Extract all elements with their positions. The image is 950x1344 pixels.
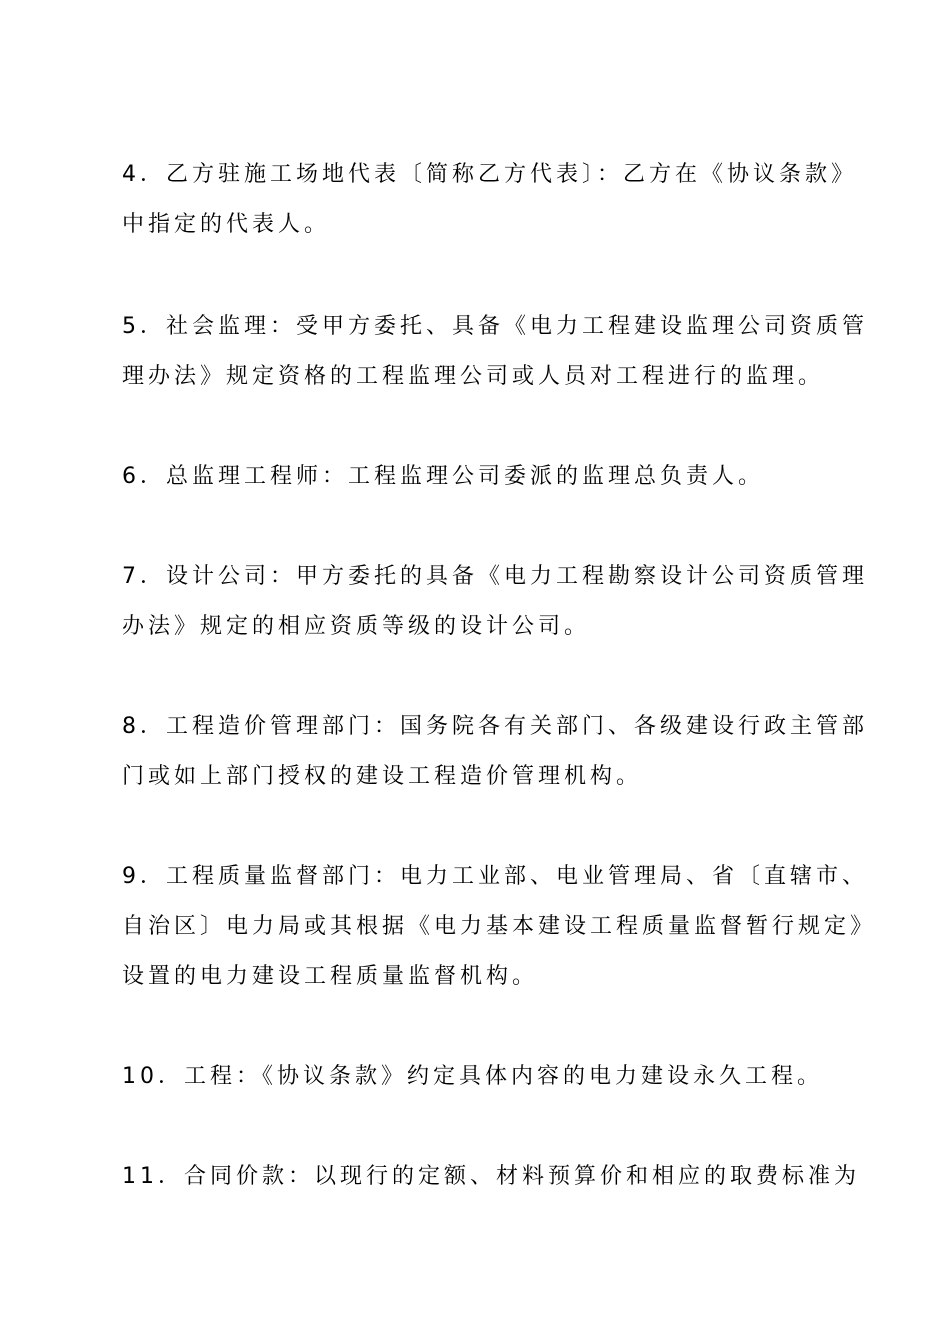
paragraph-item-5 xyxy=(122,302,868,402)
text-line: 自治区〕电力局或其根据《电力基本建设工程质量监督暂行规定》 xyxy=(122,914,877,939)
text-line: 理办法》规定资格的工程监理公司或人员对工程进行的监理。 xyxy=(122,364,825,389)
text-line: 4．乙方驻施工场地代表〔简称乙方代表〕：乙方在《协议条款》 xyxy=(122,162,857,187)
text-line: 6．总监理工程师：工程监理公司委派的监理总负责人。 xyxy=(122,464,764,489)
paragraph-item-4 xyxy=(122,150,857,250)
paragraph-item-9 xyxy=(122,852,877,1002)
text-line: 11．合同价款：以现行的定额、材料预算价和相应的取费标准为 xyxy=(122,1164,860,1189)
text-line: 8．工程造价管理部门：国务院各有关部门、各级建设行政主管部 xyxy=(122,714,868,739)
paragraph-item-8 xyxy=(122,702,868,802)
text-line: 中指定的代表人。 xyxy=(122,212,331,237)
paragraph-item-7 xyxy=(122,552,868,652)
text-line: 10．工程：《协议条款》约定具体内容的电力建设永久工程。 xyxy=(122,1064,823,1089)
paragraph-item-10 xyxy=(122,1052,832,1102)
paragraph-item-11 xyxy=(122,1152,860,1202)
text-line: 设置的电力建设工程质量监督机构。 xyxy=(122,964,539,989)
text-line: 9．工程质量监督部门：电力工业部、电业管理局、省〔直辖市、 xyxy=(122,864,868,889)
text-line: 5．社会监理：受甲方委托、具备《电力工程建设监理公司资质管 xyxy=(122,314,868,339)
text-line: 门或如上部门授权的建设工程造价管理机构。 xyxy=(122,764,643,789)
paragraph-item-6 xyxy=(122,452,832,502)
text-line: 7．设计公司：甲方委托的具备《电力工程勘察设计公司资质管理 xyxy=(122,564,868,589)
text-line: 办法》规定的相应资质等级的设计公司。 xyxy=(122,614,591,639)
